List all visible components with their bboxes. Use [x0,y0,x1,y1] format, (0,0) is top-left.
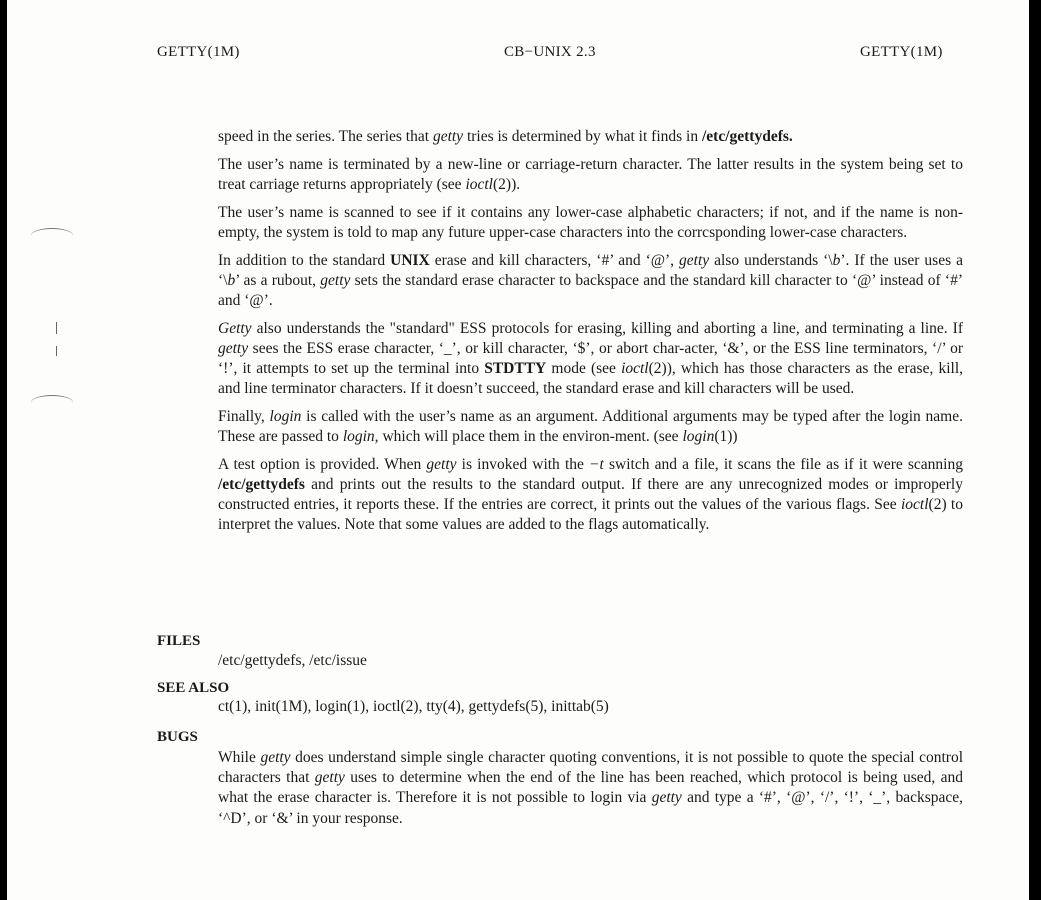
command-name: getty [314,769,345,787]
margin-mark-icon [56,322,57,334]
text: speed in the series. The series that [218,128,433,145]
text: (2)). [493,175,521,193]
section-body-bugs [218,748,963,829]
text: The user’s name is scanned to see if it contains any lower-case alphabetic characters; if not, and if the name is non-empty, the system is told to map any future upper-case characters into the corrcsponding lower-case characters. [218,203,963,241]
section-title-see-also: SEE ALSO [157,680,230,696]
text: is called with the user’s name as an argument. Additional arguments may be typed after the login name. These are passed to [218,407,963,446]
paragraph-speed-series [218,127,963,147]
option-flag: −t [589,455,604,473]
header-center: CB−UNIX 2.3 [504,44,596,60]
text: and type a ‘#’, ‘@’, ‘/’, ‘!’, ‘_’, backspace, ‘^D’, or ‘&’ in your response. [218,789,964,827]
file-path: /etc/gettydefs [218,476,305,494]
command-name: getty [651,789,682,807]
char: b [227,271,236,289]
text: sets the standard erase character to backspace and the standard kill character to ‘@’ instead of ‘#’ and ‘@’. [218,271,963,309]
section-title-files: FILES [157,633,201,649]
text: While [218,749,261,766]
paragraph-name-terminated [218,155,963,195]
section-body-files: /etc/gettydefs, /etc/issue [218,652,367,669]
header-right: GETTY(1M) [860,44,943,60]
text: mode (see [546,360,622,378]
paragraph-erase-kill [218,251,963,312]
command-name: login, [342,428,379,446]
command-name: getty [260,749,291,766]
punch-hole-top-icon [31,228,73,243]
margin-mark-icon [56,346,57,356]
text: erase and kill characters, ‘#’ and ‘@’, [429,251,680,269]
text: A test option is provided. When [218,455,427,473]
header-left: GETTY(1M) [157,44,240,60]
command-name: getty [426,455,457,473]
paragraph-login [218,407,963,447]
file-path: /etc/gettydefs. [701,128,793,145]
text: also understands the "standard" ESS protocols for erasing, killing and aborting a line, and terminating a line. If [251,319,963,337]
paragraph-name-scanned [218,203,963,243]
text: (2) to interpret the values. Note that some values are added to the flags automatically. [218,496,963,534]
text: switch and a file, it scans the file as if it were scanning [603,455,963,473]
text: In addition to the standard [218,251,391,269]
command-name: login [269,407,302,425]
text: (2)), which has those characters as the erase, kill, and line terminator characters. If it doesn’t succeed, the standard erase and kill characters will be used. [218,360,964,398]
text: (1)) [714,428,738,446]
section-body-see-also: ct(1), init(1M), login(1), ioctl(2), tty(4), gettydefs(5), inittab(5) [218,698,609,715]
description-body [218,127,963,543]
text: tries is determined by what it finds in [463,128,702,145]
manpage-ref: ioctl [900,496,929,514]
mode-name: STDTTY [484,360,547,378]
scanned-page [7,0,1029,900]
unix-label: UNIX [390,251,430,269]
manpage-ref: ioctl [621,360,649,378]
text: uses to determine when the end of the line has been reached, which protocol is being used, and what the erase character is. Therefore it is not possible to login via [218,769,963,807]
text: ’ as a rubout, [235,271,321,289]
command-name: getty [679,251,710,269]
text: is invoked with the [456,455,590,473]
text: The user’s name is terminated by a new-line or carriage-return character. The latter results in the system being set to treat carriage returns appropriately (see [218,155,963,193]
paragraph-ess-protocols [218,319,963,400]
command-name: Getty [218,319,252,337]
section-title-bugs: BUGS [157,729,198,745]
char: b [832,251,841,269]
text: Finally, [218,407,270,425]
punch-hole-bottom-icon [31,395,73,410]
text: sees the ESS erase character, ‘_’, or kill character, ‘$’, or abort char-acter, ‘&’, or the ESS line terminators, ‘/’ or ‘!’, it attempts to set up the terminal into [218,339,963,378]
command-name: getty [320,271,351,289]
command-name: getty [432,128,464,145]
text: ’. If the user uses a ‘\ [218,251,963,289]
paragraph-test-option [218,455,963,536]
text: which will place them in the environ-ment. (see [378,428,683,446]
manpage-ref: ioctl [465,175,493,193]
text: also understands ‘\ [709,251,833,269]
text: and prints out the results to the standard output. If there are any unrecognized modes or improperly constructed entries, it reports these. If the entries are correct, it prints out the values of the various flags. See [218,476,963,514]
command-name: getty [218,339,249,357]
manpage-ref: login [682,428,715,446]
text: does understand simple single character quoting conventions, it is not possible to quote the special control characters that [218,749,963,787]
